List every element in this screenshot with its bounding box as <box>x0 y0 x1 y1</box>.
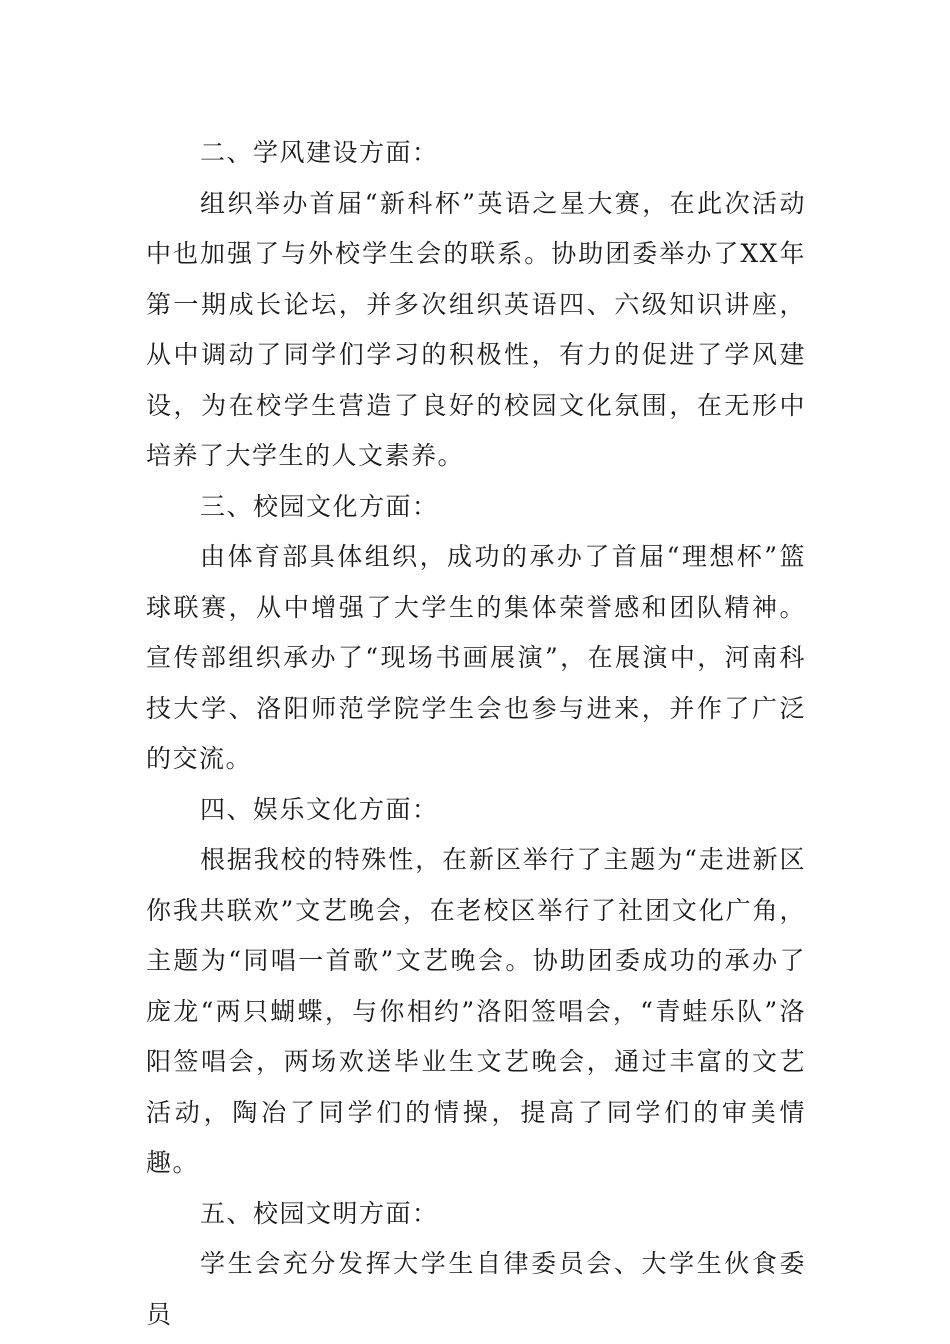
paragraph-study-style: 组织举办首届“新科杯”英语之星大赛，在此次活动中也加强了与外校学生会的联系。协助团委举办了XX年第一期成长论坛，并多次组织英语四、六级知识讲座，从中调动了同学们学习的积极性，有力的促进了学风建设，为在校学生营造了良好的校园文化氛围，在无形中培养了大学生的人文素养。 <box>146 188 806 470</box>
paragraph-campus-civility: 学生会充分发挥大学生自律委员会、大学生伙食委员 <box>146 1249 806 1329</box>
paragraph-entertainment-culture: 根据我校的特殊性，在新区举行了主题为“走进新区你我共联欢”文艺晚会，在老校区举行了社团文化广角，主题为“同唱一首歌”文艺晚会。协助团委成功的承办了庞龙“两只蝴蝶，与你相约”洛阳签唱会，“青蛙乐队”洛阳签唱会，两场欢送毕业生文艺晚会，通过丰富的文艺活动，陶冶了同学们的情操，提高了同学们的审美情趣。 <box>146 845 806 1177</box>
document-body <box>146 128 806 1340</box>
section-heading-campus-civility: 五、校园文明方面： <box>200 1198 439 1228</box>
section-heading-campus-culture: 三、校园文化方面： <box>200 491 439 521</box>
section-heading-entertainment-culture: 四、娱乐文化方面： <box>200 794 439 824</box>
section-heading-study-style: 二、学风建设方面： <box>200 138 439 167</box>
paragraph-campus-culture: 由体育部具体组织，成功的承办了首届“理想杯”篮球联赛，从中增强了大学生的集体荣誉感和团队精神。宣传部组织承办了“现场书画展演”，在展演中，河南科技大学、洛阳师范学院学生会也参与进来，并作了广泛的交流。 <box>146 542 806 773</box>
